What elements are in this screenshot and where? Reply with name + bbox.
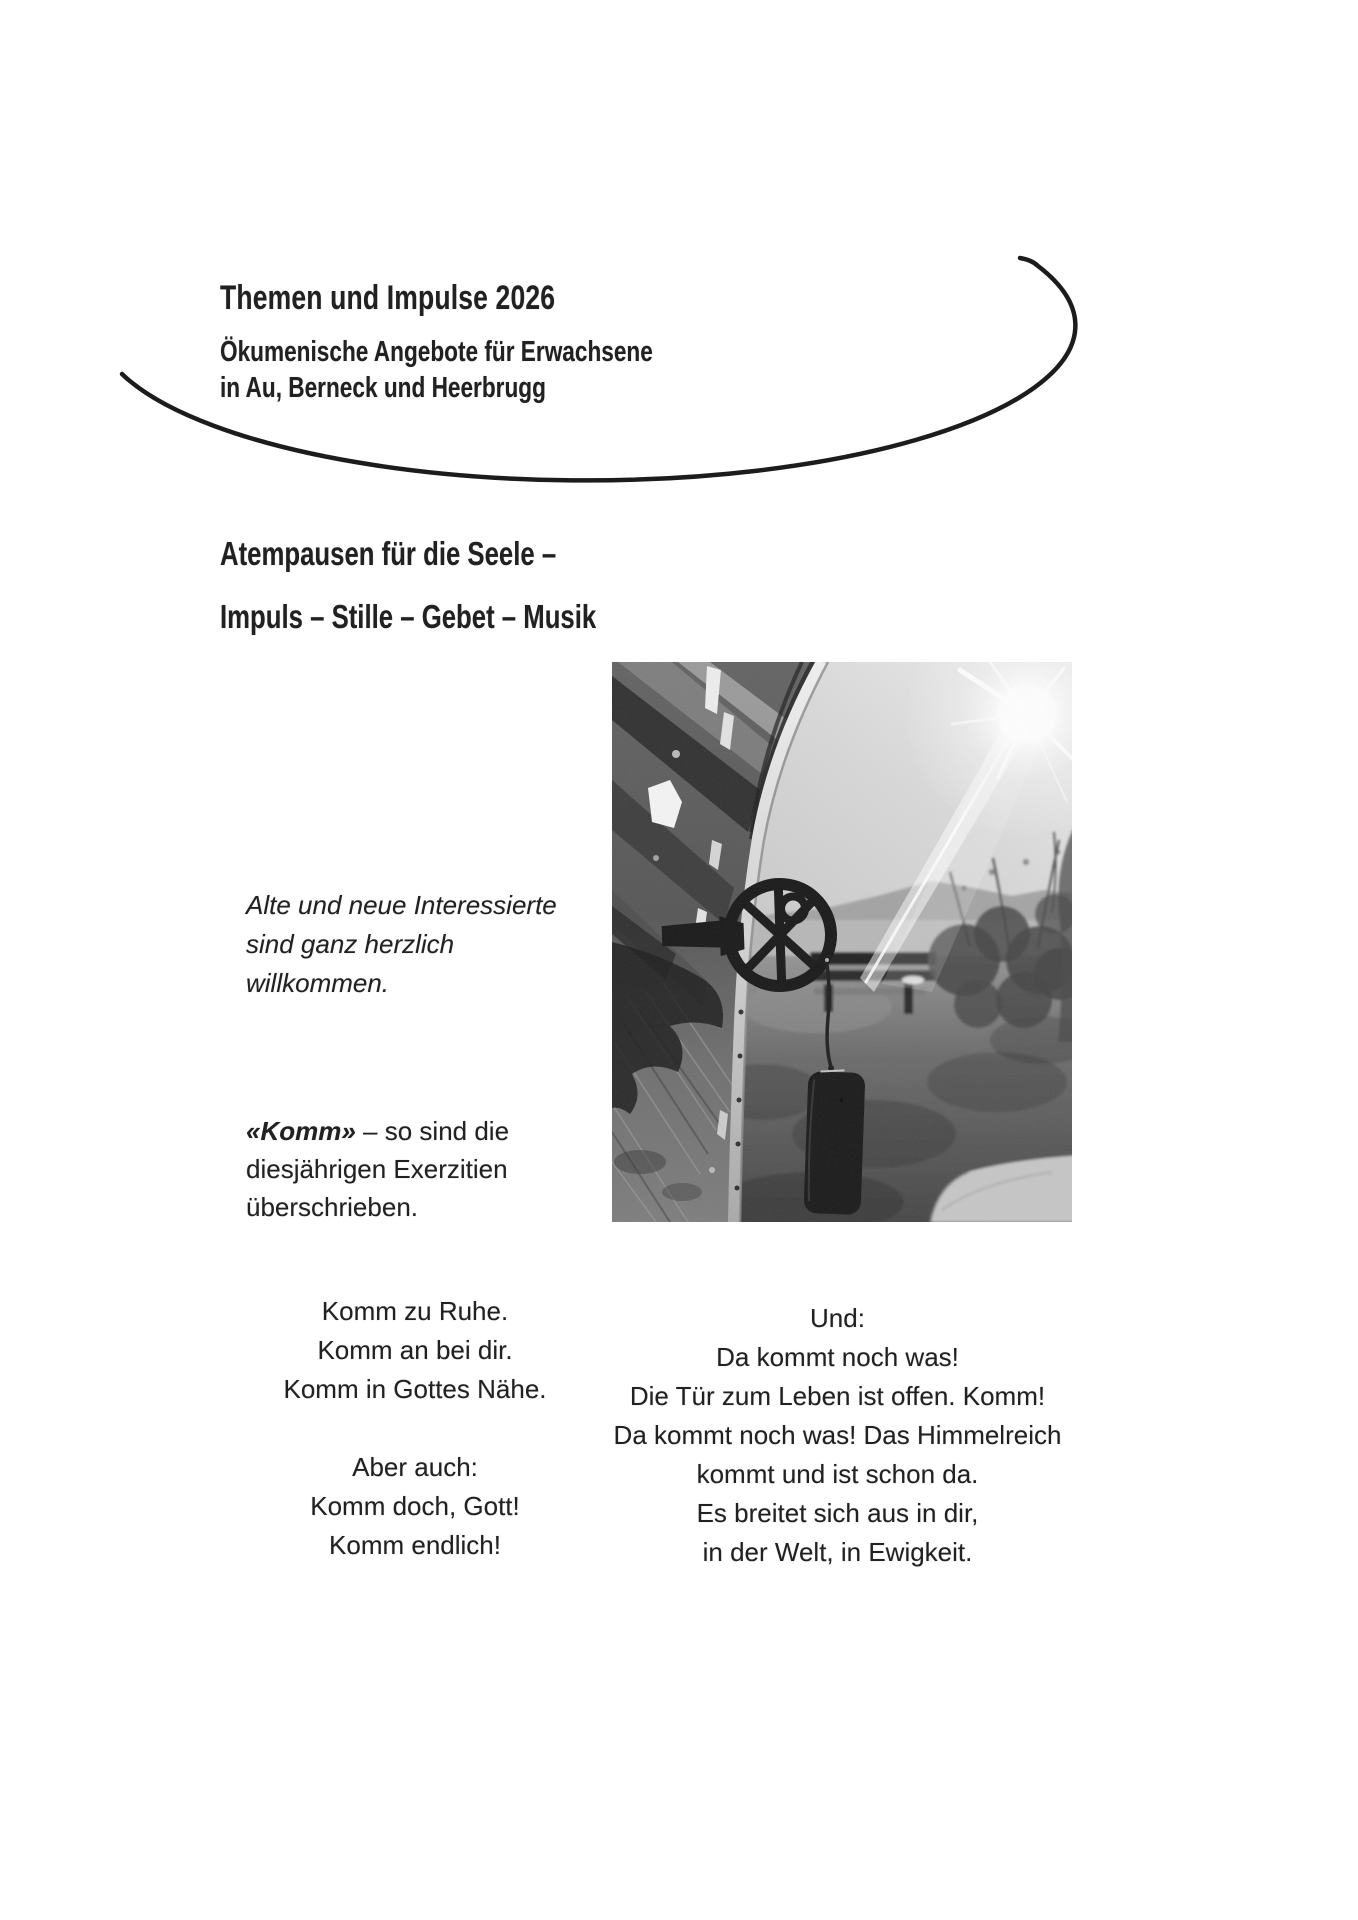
poem-right-column <box>600 1299 1075 1572</box>
komm-line-3: überschrieben. <box>246 1192 418 1222</box>
poem-line: in der Welt, in Ewigkeit. <box>702 1537 973 1567</box>
komm-text <box>246 1112 509 1226</box>
poem-line: Es breitet sich aus in dir, <box>696 1498 979 1528</box>
subtitle-line-1: Ökumenische Angebote für Erwachsene <box>220 336 653 368</box>
poem-line: Komm doch, Gott! <box>310 1491 520 1521</box>
poem-line: Da kommt noch was! <box>716 1342 959 1372</box>
poem-line: Die Tür zum Leben ist offen. Komm! <box>629 1381 1046 1411</box>
welcome-text <box>246 886 557 1003</box>
welcome-line-1: Alte und neue Interessierte <box>246 890 557 920</box>
poem-line-blank <box>200 1409 630 1448</box>
poem-line: Komm endlich! <box>329 1530 501 1560</box>
section-heading <box>220 522 596 648</box>
komm-highlight: «Komm» <box>246 1116 356 1146</box>
poem-line: Komm in Gottes Nähe. <box>283 1374 547 1404</box>
poem-line: kommt und ist schon da. <box>696 1459 979 1489</box>
welcome-line-3: willkommen. <box>246 968 390 998</box>
poem-line: Da kommt noch was! Das Himmelreich <box>613 1420 1062 1450</box>
poem-line: Aber auch: <box>352 1452 478 1482</box>
poem-line: Und: <box>810 1303 865 1333</box>
section-heading-line-2: Impuls – Stille – Gebet – Musik <box>220 598 597 635</box>
page-title: Themen und Impulse 2026 <box>220 279 556 317</box>
welcome-line-2: sind ganz herzlich <box>246 929 455 959</box>
key-in-old-door-photo <box>612 662 1072 1222</box>
poem-left-column <box>200 1292 630 1565</box>
page-subtitle <box>220 334 653 406</box>
subtitle-line-2: in Au, Berneck und Heerbrugg <box>220 372 546 404</box>
komm-line-1 <box>246 1112 509 1150</box>
poem-line: Komm an bei dir. <box>317 1335 513 1365</box>
komm-rest: – so sind die <box>355 1116 510 1146</box>
komm-line-2: diesjährigen Exerzitien <box>246 1154 508 1184</box>
poem-line: Komm zu Ruhe. <box>321 1296 509 1326</box>
section-heading-line-1: Atempausen für die Seele – <box>220 535 557 572</box>
